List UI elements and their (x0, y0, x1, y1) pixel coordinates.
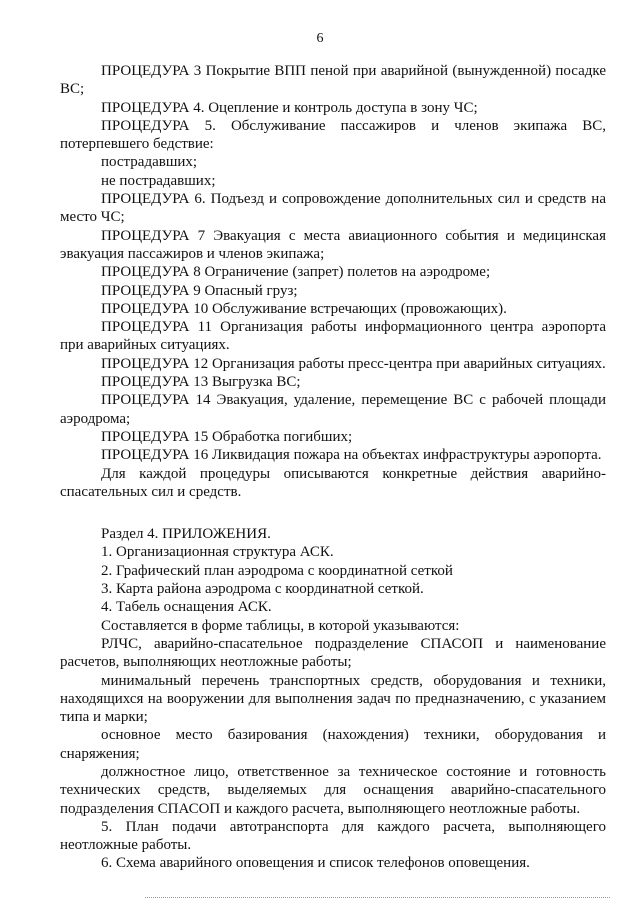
document-body (60, 62, 606, 873)
procedure-12: ПРОЦЕДУРА 12 Организация работы пресс-центра при аварийных ситуациях. (101, 355, 606, 372)
page-number: 6 (316, 31, 324, 46)
procedure-7: ПРОЦЕДУРА 7 Эвакуация с места авиационного события и медицинская эвакуация пассажиров и членов экипажа; (60, 227, 606, 262)
appendix-item-3: 3. Карта района аэродрома с координатной сеткой. (101, 581, 424, 598)
procedure-15: ПРОЦЕДУРА 15 Обработка погибших; (101, 428, 353, 445)
procedure-9: ПРОЦЕДУРА 9 Опасный груз; (101, 282, 298, 299)
section-gap (60, 501, 606, 525)
section-4-heading: Раздел 4. ПРИЛОЖЕНИЯ. (101, 526, 271, 543)
procedures-summary: Для каждой процедуры описываются конкретные действия аварийно-спасательных сил и средств. (60, 465, 606, 500)
appendix-item-4: 4. Табель оснащения АСК. (101, 599, 272, 616)
procedure-14: ПРОЦЕДУРА 14 Эвакуация, удаление, перемещение ВС с рабочей площади аэродрома; (60, 392, 606, 427)
table-field-location: основное место базирования (нахождения) техники, оборудования и снаряжения; (60, 727, 606, 762)
procedure-5: ПРОЦЕДУРА 5. Обслуживание пассажиров и членов экипажа ВС, потерпевшего бедствие: (60, 117, 606, 153)
procedure-5-injured: пострадавших; (101, 154, 198, 171)
procedure-6: ПРОЦЕДУРА 6. Подъезд и сопровождение дополнительных сил и средств на место ЧС; (60, 191, 606, 226)
table-field-responsible: должностное лицо, ответственное за техническое состояние и готовность технических средств, выделяемых для оснащения аварийно-спасательного подразделения СПАСОП и каждого расчета, выполняющего неотложные работы. (60, 763, 606, 817)
procedure-8: ПРОЦЕДУРА 8 Ограничение (запрет) полетов на аэродроме; (101, 264, 491, 281)
appendix-item-1: 1. Организационная структура АСК. (101, 544, 334, 561)
bottom-rule (145, 897, 610, 898)
procedure-11: ПРОЦЕДУРА 11 Организация работы информационного центра аэропорта при аварийных ситуациях. (60, 319, 606, 354)
table-intro: Составляется в форме таблицы, в которой указываются: (101, 617, 460, 634)
appendix-item-6: 6. Схема аварийного оповещения и список телефонов оповещения. (101, 855, 530, 872)
procedure-16: ПРОЦЕДУРА 16 Ликвидация пожара на объектах инфраструктуры аэропорта. (101, 447, 602, 464)
procedure-4: ПРОЦЕДУРА 4. Оцепление и контроль доступа в зону ЧС; (101, 99, 478, 116)
appendix-item-2: 2. Графический план аэродрома с координатной сеткой (101, 562, 453, 579)
procedure-10: ПРОЦЕДУРА 10 Обслуживание встречающих (провожающих). (101, 300, 507, 317)
table-field-units: РЛЧС, аварийно-спасательное подразделение СПАСОП и наименование расчетов, выполняющих неотложные работы; (60, 635, 606, 671)
appendix-item-5: 5. План подачи автотранспорта для каждого расчета, выполняющего неотложные работы. (60, 818, 606, 854)
procedure-3: ПРОЦЕДУРА 3 Покрытие ВПП пеной при аварийной (вынужденной) посадке ВС; (60, 63, 606, 98)
procedure-5-uninjured: не пострадавших; (101, 172, 216, 189)
table-field-equipment: минимальный перечень транспортных средств, оборудования и техники, находящихся на вооружении для выполнения задач по предназначению, с указанием типа и марки; (60, 672, 606, 726)
procedure-13: ПРОЦЕДУРА 13 Выгрузка ВС; (101, 374, 301, 391)
